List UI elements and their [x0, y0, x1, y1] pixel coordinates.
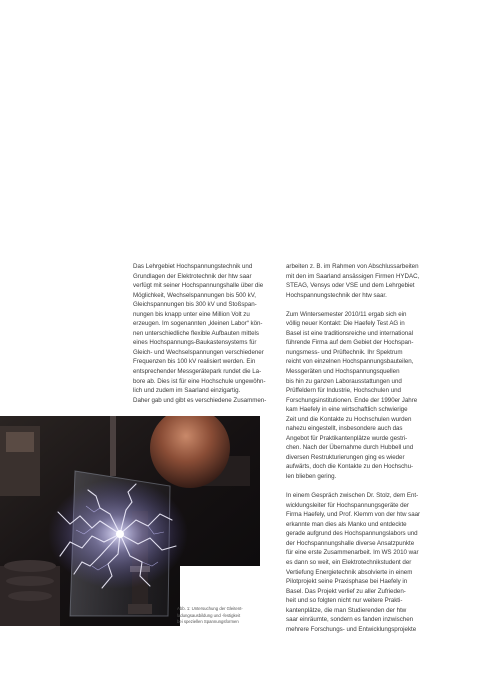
text-line: Gleich- und Wechselspannungen verschiedener	[133, 348, 264, 356]
text-line: es dann so weit, ein Elektrotechnikstudent der	[286, 558, 412, 566]
text-line: mit den im Saarland ansässigen Firmen HYDAC,	[286, 272, 420, 280]
caption-line: ladungsausbildung und -festigkeit	[177, 612, 241, 618]
paragraph-1	[286, 262, 434, 300]
text-line: nungsmess- und Prüftechnik. Ihr Spektrum	[286, 348, 403, 356]
paragraph-gap	[286, 300, 434, 310]
text-line: Vertiefung Energietechnik absolvierte in einem	[286, 568, 413, 576]
text-line: Prüffeldern für Industrie, Hochschulen und	[286, 387, 401, 395]
text-line: reicht von einzelnen Hochspannungsbauteilen,	[286, 358, 414, 366]
text-line: gerade aufgrund des Hochspannungslabors und	[286, 530, 418, 538]
text-line: Daher gab und gibt es verschiedene Zusammen-	[133, 396, 267, 404]
text-line: chen. Nach der Übernahme durch Hubbell und	[286, 444, 414, 452]
text-line: arbeiten z. B. im Rahmen von Abschlussarbeiten	[286, 263, 419, 270]
text-line: völlig neuer Kontakt: Die Haefely Test AG in	[286, 320, 405, 328]
text-line: In einem Gespräch zwischen Dr. Stolz, dem Ent-	[286, 492, 419, 500]
discharge-illustration	[0, 416, 260, 626]
text-line: nungen bis knapp unter eine Million Volt zu	[133, 310, 250, 318]
text-line: STEAG, Vensys oder VSE und dem Lehrgebiet	[286, 282, 415, 290]
text-line: saar einräumte, sondern es fanden inzwischen	[286, 616, 414, 624]
left-text-column	[133, 262, 275, 405]
text-line: Basel ist eine traditionsreiche und international	[286, 329, 413, 337]
text-line: lich und zudem im Saarland einzigartig.	[133, 387, 241, 395]
text-line: Zeit und die Kontakte zu Hochschulen wurden	[286, 415, 412, 423]
text-line: erzeugen. Im sogenannten „kleinen Labor“ kön-	[133, 320, 263, 328]
paragraph-gap	[286, 482, 434, 492]
text-line: nen unterschiedliche flexible Aufbauten mittels	[133, 329, 259, 337]
text-line: entsprechender Messgerätepark rundet die La-	[133, 368, 262, 376]
text-line: bore ab. Dies ist für eine Hochschule ungewöhn-	[133, 377, 266, 385]
text-line: Gleichspannungen bis 300 kV und Stoßspan-	[133, 301, 257, 309]
caption-line: Abb. 1: Untersuchung der Gleitent-	[177, 606, 243, 611]
text-line: mehrere Forschungs- und Entwicklungsprojekte	[286, 625, 417, 633]
text-line: Messgeräten und Hochspannungsquellen	[286, 368, 400, 376]
text-line: Basel. Das Projekt verlief zu aller Zufrieden-	[286, 587, 406, 595]
text-line: verfügt mit seiner Hochspannungshalle über die	[133, 282, 264, 290]
caption-line: bei speziellen Spannungsformen	[177, 619, 239, 625]
right-text-column	[286, 262, 434, 634]
text-line: führende Firma auf dem Gebiet der Hochspan-	[286, 339, 414, 347]
text-line: bis hin zu ganzen Laborausstattungen und	[286, 377, 402, 385]
text-line: aufwärts, doch die Kontakte zu den Hochschu-	[286, 463, 414, 471]
paragraph-3	[286, 491, 434, 634]
text-line: heit und so folgten nicht nur weitere Prakti-	[286, 597, 403, 605]
text-line: diversen Restrukturierungen ging es wieder	[286, 453, 405, 461]
text-line: Pilotprojekt seine Praxisphase bei Haefely in	[286, 578, 408, 586]
text-line: eines Hochspannungs-Baukastensystems für	[133, 339, 257, 347]
text-line: der Hochspannungshalle diverse Ansatzpunkte	[286, 539, 415, 547]
text-line: Firma Haefely, und Prof. Klemm von der htw saar	[286, 511, 421, 519]
figure-caption	[177, 606, 267, 626]
intro-paragraph	[133, 262, 275, 405]
text-line: wicklungsleiter für Hochspannungsgeräte der	[286, 501, 409, 509]
paragraph-2	[286, 310, 434, 482]
text-line: erkannte man dies als Manko und entdeckte	[286, 520, 407, 528]
figure-photo-discharge	[0, 416, 260, 626]
text-line: nahezu eingestellt, insbesondere auch das	[286, 425, 403, 433]
text-line: kam Haefely in eine wirtschaftlich schwierige	[286, 406, 408, 414]
text-line: Hochspannungstechnik der htw saar.	[286, 291, 387, 299]
text-line: Möglichkeit, Wechselspannungen bis 500 kV,	[133, 291, 256, 299]
text-line: Das Lehrgebiet Hochspannungstechnik und	[133, 263, 253, 270]
text-line: len blieben gering.	[286, 473, 337, 481]
text-line: Angebot für Praktikantenplätze wurde gestri-	[286, 434, 408, 442]
text-line: Grundlagen der Elektrotechnik der htw saar	[133, 272, 252, 280]
text-line: für eine erste Zusammenarbeit. Im WS 2010 war	[286, 549, 419, 557]
text-line: Forschungsinstitutionen. Ende der 1990er Jahre	[286, 396, 418, 404]
text-line: Zum Wintersemester 2010/11 ergab sich ein	[286, 310, 407, 318]
text-line: kantenplätze, die man Studierenden der htw	[286, 606, 407, 614]
text-line: Frequenzen bis 100 kV realisiert werden. Ein	[133, 358, 256, 366]
